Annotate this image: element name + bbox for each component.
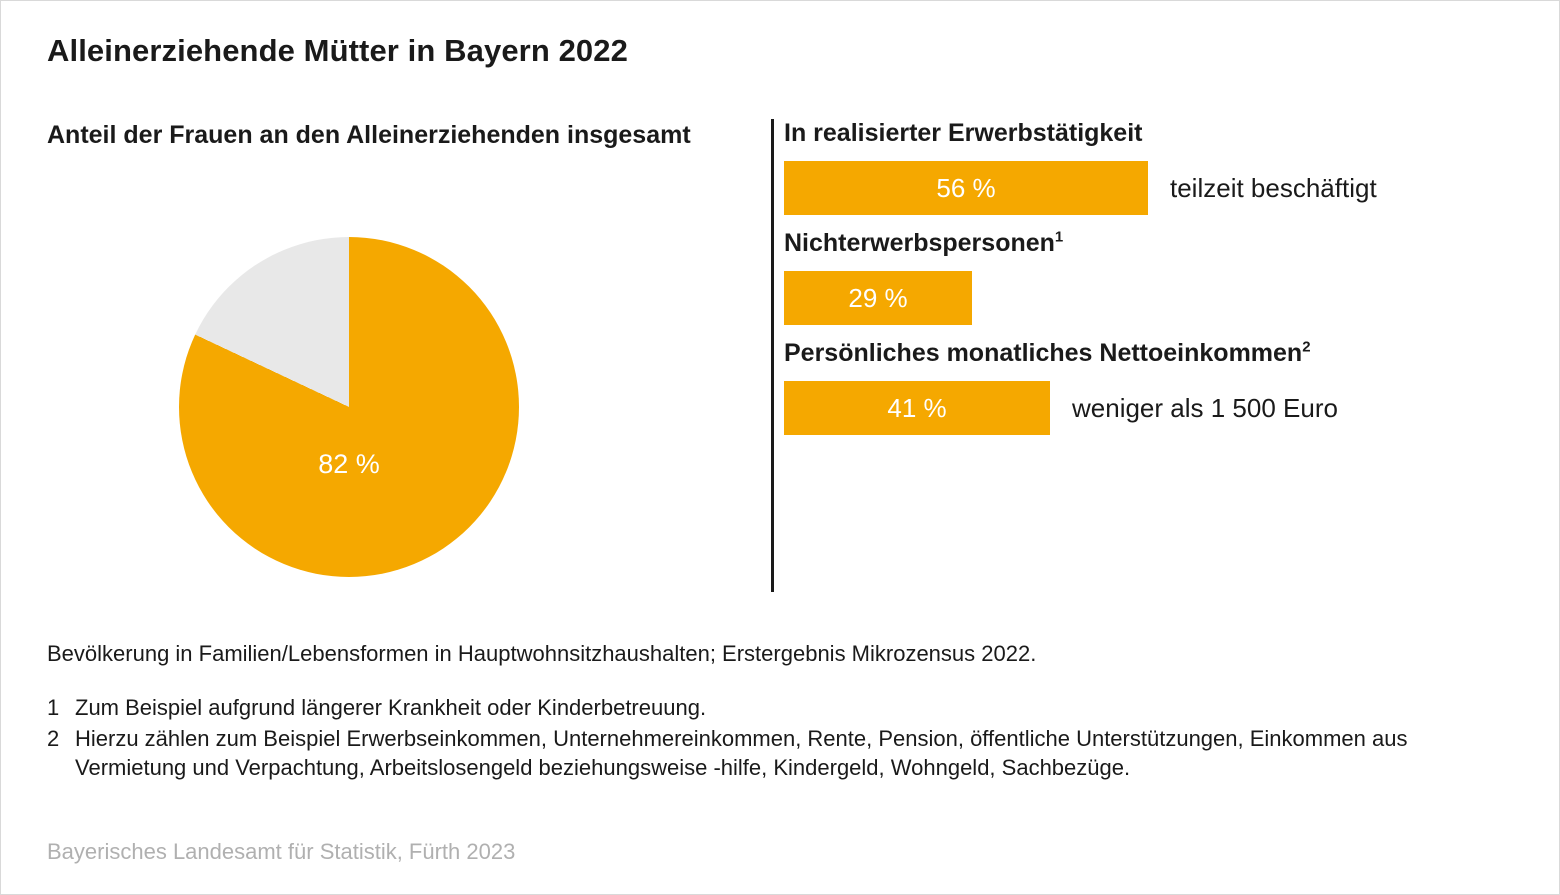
footnote-marker: 1 (1054, 228, 1064, 246)
bar-note: teilzeit beschäftigt (1170, 172, 1377, 203)
page-title: Alleinerziehende Mütter in Bayern 2022 (47, 33, 628, 68)
bar-row (784, 161, 1544, 215)
bar-block (784, 339, 1544, 435)
bar-heading-text: Persönliches monatliches Nettoeinkommen (784, 339, 1303, 367)
bar-block (784, 119, 1544, 215)
source-note: Bevölkerung in Familien/Lebensformen in Hauptwohnsitzhaushalten; Erstergebnis Mikrozensus 2022. (47, 641, 1037, 666)
bar-section (784, 119, 1544, 449)
bar-value-label: 56 % (936, 172, 996, 203)
pie-section-heading: Anteil der Frauen an den Alleinerziehenden insgesamt (47, 121, 691, 149)
bar-value-label: 41 % (887, 392, 947, 423)
bar-fill (784, 161, 1148, 215)
footnote-text: Hierzu zählen zum Beispiel Erwerbseinkommen, Unternehmereinkommen, Rente, Pension, öffentliche Unterstützungen, Einkommen aus Vermietung und Verpachtung, Arbeitslosengeld beziehungsweise -hilfe, Kindergeld, Wohngeld, Sachbezüge. (75, 726, 1408, 781)
bar-heading-text: In realisierter Erwerbstätigkeit (784, 119, 1143, 147)
footnote-marker: 2 (1302, 338, 1311, 356)
footnote-number: 2 (47, 726, 60, 752)
bar-note: weniger als 1 500 Euro (1072, 392, 1338, 423)
footnote-number: 1 (47, 695, 60, 720)
bar-block (784, 229, 1544, 325)
footnote-text: Zum Beispiel aufgrund längerer Krankheit oder Kinderbetreuung. (75, 695, 707, 720)
bar-heading (784, 229, 1544, 258)
footnote-item (47, 724, 1497, 782)
pie-chart-graphic (179, 237, 519, 577)
bar-fill (784, 381, 1050, 435)
bar-value-label: 29 % (848, 282, 908, 313)
bar-heading (784, 339, 1544, 368)
footnotes (47, 693, 1497, 784)
bar-row (784, 271, 1544, 325)
publisher-line: Bayerisches Landesamt für Statistik, Fürth 2023 (47, 839, 516, 864)
footnote-item (47, 693, 1497, 722)
pie-section (47, 119, 747, 479)
pie-chart (179, 237, 519, 577)
pie-slice-label: 82 % (318, 449, 380, 479)
vertical-divider (771, 119, 774, 592)
bar-fill (784, 271, 972, 325)
bar-heading-text: Nichterwerbspersonen (784, 229, 1055, 257)
bar-heading (784, 119, 1544, 148)
bar-row (784, 381, 1544, 435)
